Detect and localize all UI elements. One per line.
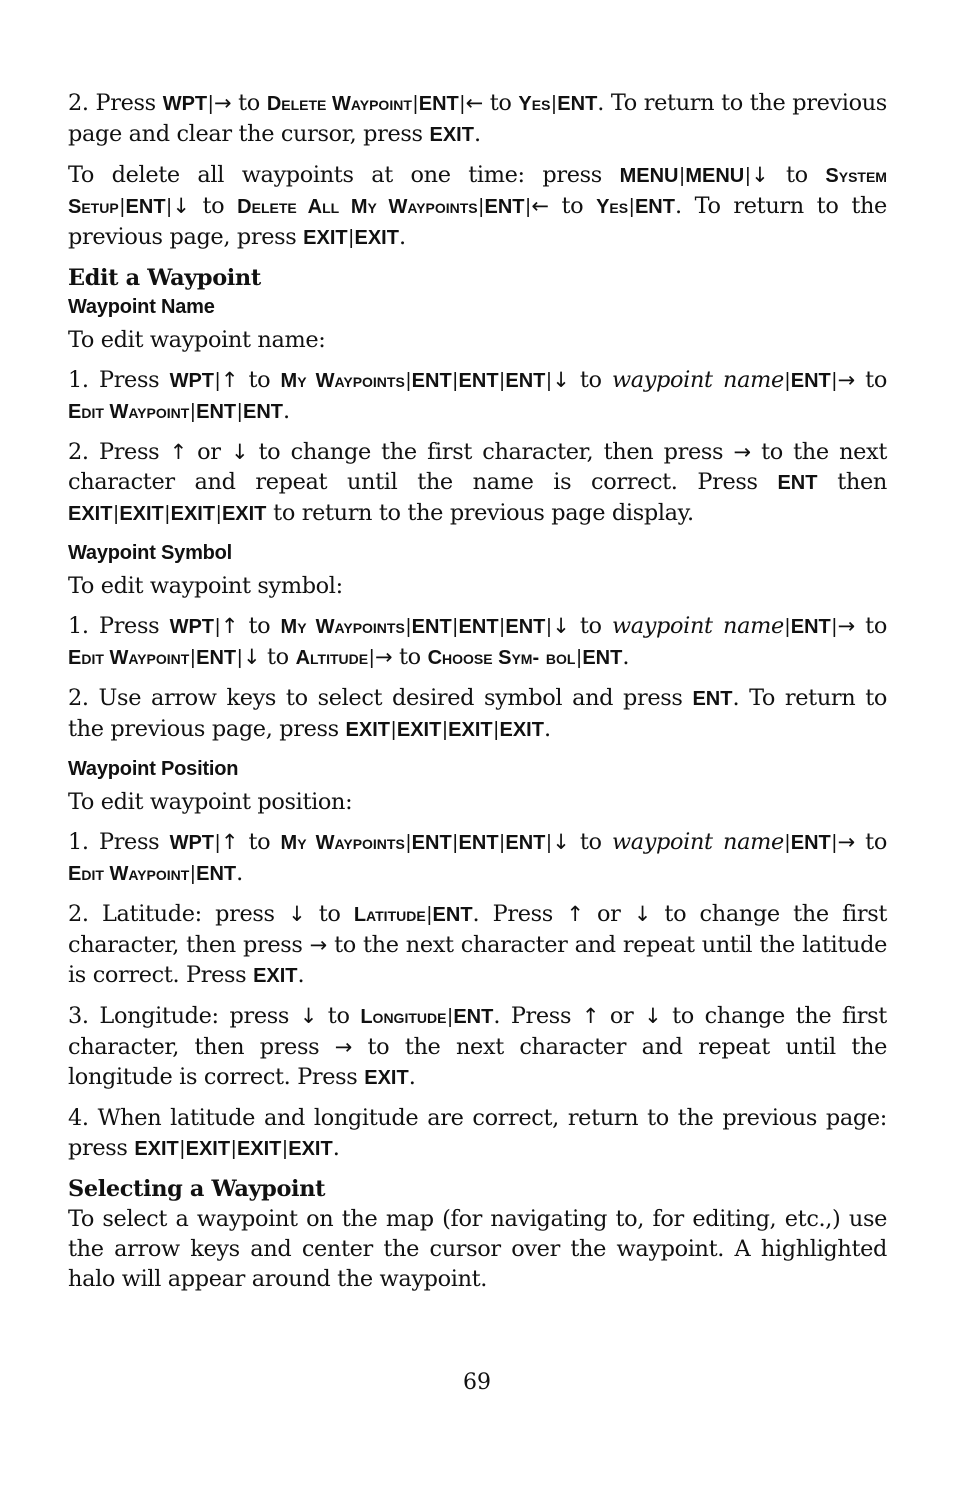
- text: .: [543, 716, 551, 742]
- separator: |: [679, 165, 685, 187]
- text: to change the first character, then press: [258, 439, 724, 465]
- edit-position-step-4: [68, 1103, 887, 1164]
- text: . Press: [493, 1003, 572, 1029]
- key-exit: EXIT: [499, 719, 544, 741]
- edit-symbol-step-1: [68, 611, 887, 673]
- waypoint-name-placeholder: waypoint name: [611, 613, 784, 639]
- arrow-up-icon: ↑: [566, 902, 584, 926]
- key-ent: ENT: [243, 401, 283, 423]
- separator: |: [237, 401, 242, 423]
- arrow-right-icon: →: [374, 645, 393, 669]
- text: to: [489, 90, 512, 116]
- selecting-body: To select a waypoint on the map (for navigating to, for editing, etc.,) use the arrow keys and center the cursor over the waypoint. A highlighted halo will appear around the waypoint.: [68, 1206, 887, 1292]
- arrow-down-icon: ↓: [288, 902, 306, 926]
- section-heading-edit: Edit a Waypoint: [68, 265, 261, 291]
- key-ent: ENT: [777, 472, 818, 494]
- separator: |: [452, 370, 458, 392]
- arrow-down-icon: ↓: [230, 440, 249, 464]
- menu-yes: Yes: [596, 196, 629, 218]
- menu-choose-symbol: Choose Sym-: [427, 647, 540, 669]
- arrow-down-icon: ↓: [299, 1004, 318, 1028]
- text: 2. Press: [68, 90, 156, 116]
- key-exit: EXIT: [236, 1138, 282, 1160]
- arrow-up-icon: ↑: [220, 614, 239, 638]
- key-ent: ENT: [505, 370, 546, 392]
- menu-choose-symbol-cont: bol: [545, 647, 576, 669]
- delete-waypoint-step-2: [68, 88, 887, 150]
- arrow-down-icon: ↓: [552, 614, 570, 638]
- text: . Press: [472, 901, 553, 927]
- arrow-right-icon: →: [334, 1035, 353, 1059]
- menu-yes: Yes: [518, 93, 551, 115]
- text: to: [785, 162, 808, 188]
- text: or: [197, 439, 221, 465]
- separator: |: [442, 719, 448, 741]
- text: to: [399, 644, 421, 670]
- separator: |: [447, 1006, 453, 1028]
- arrow-up-icon: ↑: [169, 440, 187, 464]
- edit-name-intro: To edit waypoint name:: [68, 327, 326, 353]
- key-exit: EXIT: [68, 503, 113, 525]
- menu-my-waypoints: My Waypoints: [280, 832, 405, 854]
- separator: |: [179, 1138, 185, 1160]
- text: .: [297, 962, 305, 988]
- arrow-up-icon: ↑: [220, 368, 239, 392]
- separator: |: [215, 832, 220, 854]
- separator: |: [190, 863, 196, 885]
- key-menu: MENU: [619, 165, 679, 187]
- subheading-waypoint-symbol: Waypoint Symbol: [68, 542, 233, 564]
- key-wpt: WPT: [169, 832, 214, 854]
- separator: |: [348, 227, 354, 249]
- text: 3. Longitude: press: [68, 1003, 290, 1029]
- menu-longitude: Longitude: [360, 1006, 447, 1028]
- key-exit: EXIT: [119, 503, 164, 525]
- separator: |: [231, 1138, 236, 1160]
- text: to the next character and repeat until the latitude is correct. Press: [68, 932, 887, 988]
- edit-position-step-2: [68, 899, 887, 991]
- separator: |: [426, 904, 432, 926]
- menu-my-waypoints: My Waypoints: [280, 370, 405, 392]
- text: to: [561, 193, 584, 219]
- text: To delete all waypoints at one time: press: [68, 162, 602, 188]
- text: to: [579, 829, 602, 855]
- arrow-down-icon: ↓: [644, 1004, 662, 1028]
- key-exit: EXIT: [253, 965, 298, 987]
- text: to: [318, 901, 341, 927]
- separator: |: [551, 93, 557, 115]
- key-ent: ENT: [505, 616, 546, 638]
- key-ent: ENT: [790, 370, 831, 392]
- key-ent: ENT: [411, 370, 452, 392]
- text: 1. Press: [68, 613, 160, 639]
- text: to: [202, 193, 225, 219]
- arrow-left-icon: ←: [531, 194, 549, 218]
- text: to: [865, 367, 887, 393]
- menu-edit-waypoint: Edit Waypoint: [68, 647, 190, 669]
- key-ent: ENT: [125, 196, 166, 218]
- separator: |: [546, 832, 552, 854]
- document-page: [68, 88, 887, 1304]
- key-exit: EXIT: [134, 1138, 179, 1160]
- text: to: [238, 90, 260, 116]
- separator: |: [405, 616, 411, 638]
- text: to: [579, 613, 602, 639]
- key-ent: ENT: [196, 863, 237, 885]
- separator: |: [576, 647, 582, 669]
- separator: |: [546, 616, 552, 638]
- text: 2. Use arrow keys to select desired symbol and press: [68, 685, 683, 711]
- menu-edit-waypoint: Edit Waypoint: [68, 401, 190, 423]
- text: to: [579, 367, 602, 393]
- key-ent: ENT: [411, 616, 452, 638]
- separator: |: [215, 370, 220, 392]
- separator: |: [391, 719, 396, 741]
- edit-name-step-2: [68, 437, 887, 529]
- separator: |: [166, 196, 172, 218]
- key-ent: ENT: [790, 832, 831, 854]
- separator: |: [452, 616, 458, 638]
- text: or: [596, 901, 621, 927]
- arrow-right-icon: →: [733, 440, 751, 464]
- text: . To return to the previous page, press: [68, 685, 887, 742]
- separator: |: [629, 196, 634, 218]
- key-ent: ENT: [432, 904, 473, 926]
- key-exit: EXIT: [345, 719, 390, 741]
- key-ent: ENT: [790, 616, 831, 638]
- separator: |: [119, 196, 125, 218]
- key-exit: EXIT: [354, 227, 399, 249]
- section-heading-selecting: Selecting a Waypoint: [68, 1176, 326, 1202]
- separator: |: [208, 93, 213, 115]
- separator: |: [831, 370, 837, 392]
- arrow-left-icon: ←: [465, 91, 483, 115]
- text: to: [865, 829, 887, 855]
- arrow-down-icon: ↓: [243, 645, 261, 669]
- text: to change the first character, then press: [68, 901, 888, 958]
- key-exit: EXIT: [221, 503, 267, 525]
- text: .: [473, 121, 481, 147]
- separator: |: [493, 719, 499, 741]
- key-exit: EXIT: [396, 719, 442, 741]
- separator: |: [831, 616, 837, 638]
- key-exit: EXIT: [288, 1138, 333, 1160]
- key-exit: EXIT: [448, 719, 493, 741]
- separator: |: [190, 647, 196, 669]
- key-ent: ENT: [634, 196, 675, 218]
- menu-my-waypoints: My Waypoints: [280, 616, 405, 638]
- separator: |: [478, 196, 484, 218]
- separator: |: [452, 832, 458, 854]
- delete-all-waypoints: [68, 160, 887, 253]
- menu-setup: Setup: [68, 196, 119, 218]
- key-exit: EXIT: [303, 227, 348, 249]
- text: to: [267, 644, 289, 670]
- key-wpt: WPT: [162, 93, 208, 115]
- arrow-down-icon: ↓: [633, 902, 652, 926]
- arrow-right-icon: →: [837, 614, 855, 638]
- edit-name-step-1: [68, 365, 887, 427]
- key-wpt: WPT: [169, 616, 214, 638]
- separator: |: [784, 370, 790, 392]
- page-number: 69: [463, 1370, 491, 1395]
- key-menu: MENU: [685, 165, 745, 187]
- separator: |: [459, 93, 465, 115]
- arrow-up-icon: ↑: [581, 1004, 600, 1028]
- menu-system: System: [825, 165, 887, 187]
- edit-symbol-step-2: [68, 683, 887, 745]
- text: . To return to the previous page and clear the cursor, press: [68, 90, 887, 147]
- separator: |: [215, 616, 220, 638]
- arrow-right-icon: →: [309, 933, 327, 957]
- menu-delete-waypoint: Delete Waypoint: [266, 93, 412, 115]
- text: to: [865, 613, 887, 639]
- separator: |: [405, 832, 411, 854]
- arrow-right-icon: →: [837, 830, 855, 854]
- separator: |: [546, 370, 552, 392]
- text: to: [327, 1003, 350, 1029]
- text: to: [248, 367, 271, 393]
- arrow-up-icon: ↑: [220, 830, 239, 854]
- text: 1. Press: [68, 367, 160, 393]
- separator: |: [216, 503, 221, 525]
- menu-edit-waypoint: Edit Waypoint: [68, 863, 190, 885]
- separator: |: [831, 832, 837, 854]
- edit-position-step-1: [68, 827, 887, 889]
- key-ent: ENT: [458, 832, 499, 854]
- separator: |: [784, 616, 790, 638]
- key-wpt: WPT: [169, 370, 214, 392]
- text: to the next character and repeat until the longitude is correct. Press: [68, 1034, 887, 1090]
- arrow-down-icon: ↓: [552, 830, 570, 854]
- separator: |: [499, 616, 505, 638]
- text: .: [622, 644, 630, 670]
- separator: |: [745, 165, 751, 187]
- waypoint-name-placeholder: waypoint name: [611, 829, 784, 855]
- separator: |: [784, 832, 790, 854]
- text: 2. Latitude: press: [68, 901, 275, 927]
- text: to: [248, 613, 271, 639]
- key-ent: ENT: [484, 196, 525, 218]
- text: .: [408, 1064, 416, 1090]
- text: .: [398, 224, 406, 250]
- arrow-down-icon: ↓: [751, 163, 769, 187]
- key-ent: ENT: [557, 93, 598, 115]
- key-exit: EXIT: [170, 503, 216, 525]
- arrow-down-icon: ↓: [172, 194, 190, 218]
- separator: |: [369, 647, 374, 669]
- edit-symbol-intro: To edit waypoint symbol:: [68, 573, 343, 599]
- key-ent: ENT: [458, 370, 499, 392]
- menu-delete-all-my-waypoints: Delete All My Waypoints: [237, 196, 478, 218]
- edit-position-step-3: [68, 1001, 887, 1093]
- key-ent: ENT: [411, 832, 452, 854]
- key-ent: ENT: [196, 647, 237, 669]
- arrow-right-icon: →: [837, 368, 855, 392]
- key-ent: ENT: [418, 93, 459, 115]
- text: .: [236, 860, 243, 886]
- separator: |: [499, 832, 505, 854]
- text: to: [248, 829, 271, 855]
- separator: |: [237, 647, 242, 669]
- separator: |: [164, 503, 170, 525]
- text: .: [332, 1135, 340, 1161]
- menu-latitude: Latitude: [353, 904, 426, 926]
- key-ent: ENT: [196, 401, 237, 423]
- key-ent: ENT: [692, 688, 733, 710]
- separator: |: [499, 370, 505, 392]
- subheading-waypoint-position: Waypoint Position: [68, 758, 239, 780]
- key-ent: ENT: [505, 832, 546, 854]
- key-exit: EXIT: [185, 1138, 231, 1160]
- text: 2. Press: [68, 439, 160, 465]
- separator: |: [412, 93, 418, 115]
- text: to return to the previous page display.: [273, 500, 694, 526]
- edit-position-intro: To edit waypoint position:: [68, 789, 353, 815]
- separator: |: [190, 401, 196, 423]
- text: .: [283, 398, 290, 424]
- separator: |: [282, 1138, 288, 1160]
- key-exit: EXIT: [429, 124, 474, 146]
- text: to change the first character, then press: [68, 1003, 887, 1060]
- subheading-waypoint-name: Waypoint Name: [68, 296, 215, 318]
- text: . To return to the previous page, press: [68, 193, 887, 250]
- key-ent: ENT: [453, 1006, 494, 1028]
- arrow-right-icon: →: [214, 91, 232, 115]
- waypoint-name-placeholder: waypoint name: [611, 367, 784, 393]
- menu-altitude: Altitude: [295, 647, 369, 669]
- text: 4. When latitude and longitude are correct, return to the previous page: press: [68, 1105, 887, 1161]
- text: to the next character and repeat until the name is correct. Press: [68, 439, 887, 495]
- text: then: [837, 469, 887, 495]
- text: or: [609, 1003, 634, 1029]
- key-ent: ENT: [582, 647, 623, 669]
- separator: |: [113, 503, 119, 525]
- key-exit: EXIT: [364, 1067, 409, 1089]
- key-ent: ENT: [458, 616, 499, 638]
- arrow-down-icon: ↓: [552, 368, 570, 392]
- separator: |: [405, 370, 411, 392]
- separator: |: [525, 196, 531, 218]
- text: 1. Press: [68, 829, 160, 855]
